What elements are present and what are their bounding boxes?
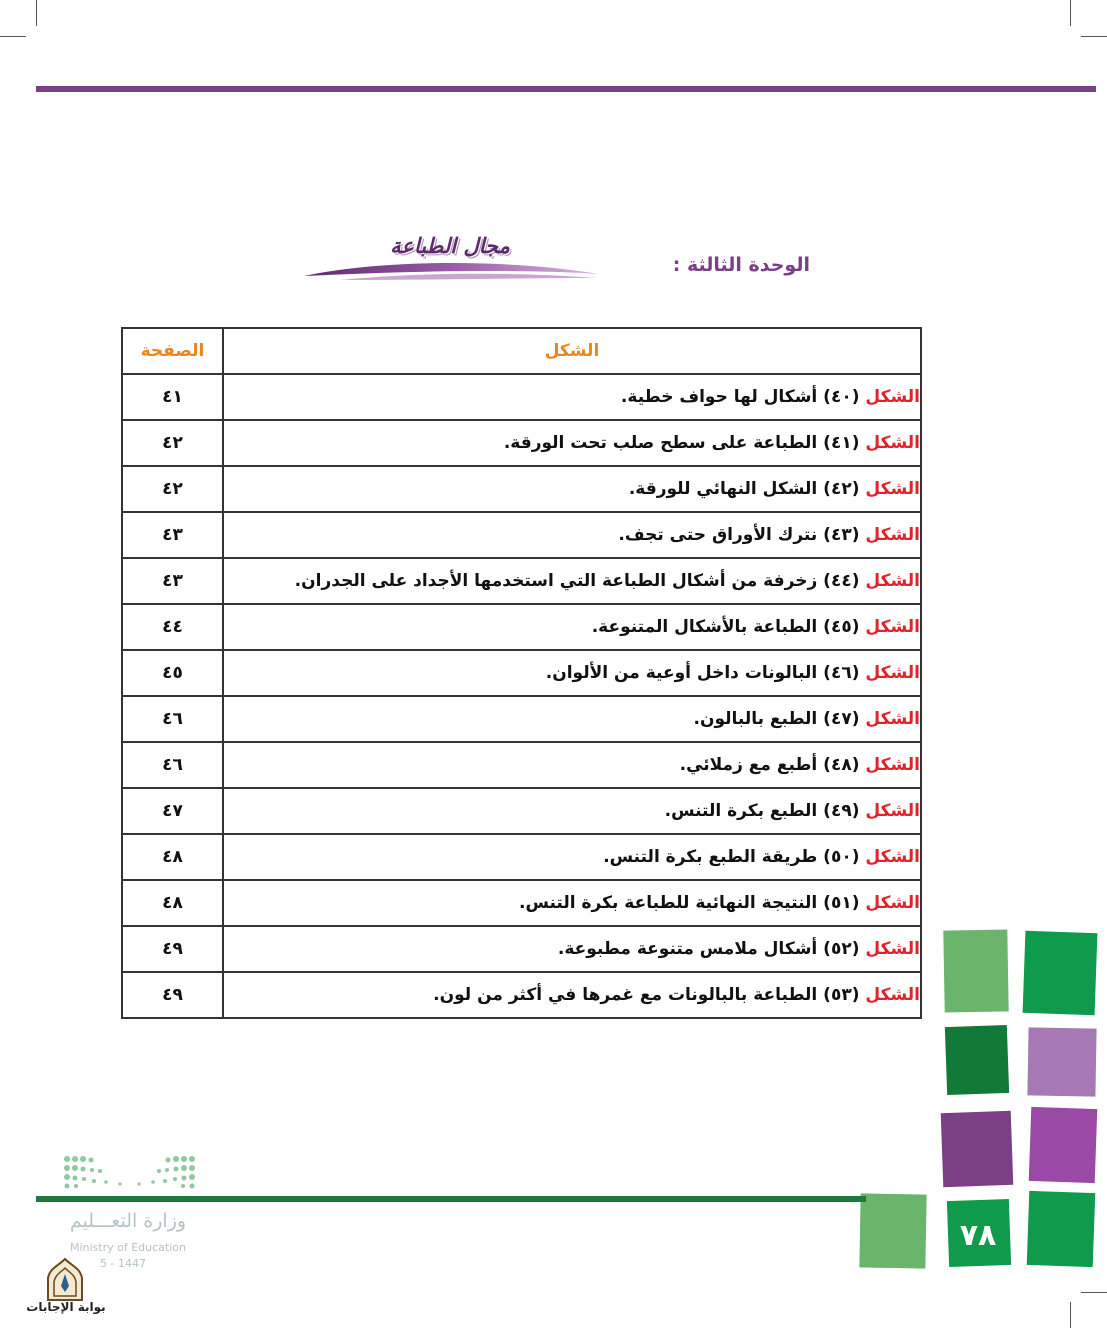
figure-caption: طريقة الطبع بكرة التنس. [603, 847, 818, 867]
table-row [122, 926, 921, 972]
figure-page: ٤٣ [122, 558, 223, 604]
figure-number: (٤٠) [823, 387, 860, 407]
table-row [122, 972, 921, 1018]
page-number: ٧٨ [959, 1218, 997, 1253]
figure-caption: النتيجة النهائية للطباعة بكرة التنس. [519, 893, 818, 913]
figure-number: (٤٥) [823, 617, 860, 637]
decor-square [859, 1193, 926, 1268]
table-row [122, 512, 921, 558]
figure-label: الشكل [865, 433, 920, 453]
figure-entry [223, 834, 921, 880]
crop-mark [0, 36, 26, 37]
figure-page: ٤٧ [122, 788, 223, 834]
figure-page: ٤٨ [122, 880, 223, 926]
figure-caption: الطباعة على سطح صلب تحت الورقة. [503, 433, 818, 453]
figure-page: ٤٥ [122, 650, 223, 696]
figure-caption: الطباعة بالبالونات مع غمرها في أكثر من لون. [433, 985, 818, 1005]
table-row [122, 834, 921, 880]
decor-square [1027, 1191, 1096, 1267]
figure-caption: نترك الأوراق حتى تجف. [618, 525, 818, 545]
table-row [122, 466, 921, 512]
crop-mark [1081, 1292, 1107, 1293]
figure-label: الشكل [865, 387, 920, 407]
decor-square [1023, 931, 1098, 1015]
table-row [122, 604, 921, 650]
decor-square [945, 1025, 1009, 1095]
decor-square [943, 929, 1008, 1012]
unit-title: الوحدة الثالثة : [672, 254, 810, 276]
figure-label: الشكل [865, 893, 920, 913]
figure-label: الشكل [865, 985, 920, 1005]
figure-page: ٤٩ [122, 926, 223, 972]
figure-entry [223, 512, 921, 558]
top-rule [36, 86, 1096, 92]
figure-entry [223, 696, 921, 742]
figure-caption: أطبع مع زملائي. [679, 755, 818, 775]
figure-entry [223, 880, 921, 926]
figure-number: (٤٤) [823, 571, 860, 591]
figure-page: ٤٤ [122, 604, 223, 650]
figure-caption: الشكل النهائي للورقة. [628, 479, 818, 499]
figure-number: (٤٣) [823, 525, 860, 545]
ministry-year: 5 - 1447 [100, 1257, 146, 1270]
figure-page: ٤٨ [122, 834, 223, 880]
figure-label: الشكل [865, 571, 920, 591]
header-page: الصفحة [122, 328, 223, 374]
domain-title: مجال الطباعة [390, 234, 510, 258]
figure-page: ٤٣ [122, 512, 223, 558]
figure-page: ٤٦ [122, 696, 223, 742]
figure-number: (٥٢) [823, 939, 860, 959]
figure-label: الشكل [865, 847, 920, 867]
figure-page: ٤٩ [122, 972, 223, 1018]
figure-page: ٤٦ [122, 742, 223, 788]
table-header-row [122, 328, 921, 374]
table-row [122, 788, 921, 834]
table-row [122, 742, 921, 788]
figure-label: الشكل [865, 801, 920, 821]
figure-number: (٤٩) [823, 801, 860, 821]
crop-mark [36, 0, 37, 26]
figure-entry [223, 788, 921, 834]
figure-entry [223, 650, 921, 696]
figure-number: (٤٢) [823, 479, 860, 499]
figure-label: الشكل [865, 709, 920, 729]
figure-entry [223, 558, 921, 604]
figure-entry [223, 742, 921, 788]
decor-square [941, 1111, 1014, 1187]
figure-label: الشكل [865, 617, 920, 637]
figure-entry [223, 420, 921, 466]
figure-label: الشكل [865, 939, 920, 959]
figure-entry [223, 466, 921, 512]
figure-number: (٤٨) [823, 755, 860, 775]
crop-mark [1081, 36, 1107, 37]
table-row [122, 374, 921, 420]
figure-label: الشكل [865, 663, 920, 683]
figure-number: (٥١) [823, 893, 860, 913]
figure-caption: الطباعة بالأشكال المتنوعة. [591, 617, 818, 637]
figure-page: ٤٢ [122, 466, 223, 512]
decor-square [1027, 1027, 1096, 1096]
figure-caption: الطبع بكرة التنس. [664, 801, 818, 821]
crop-mark [1070, 1302, 1071, 1328]
figure-caption: أشكال ملامس متنوعة مطبوعة. [557, 939, 818, 959]
figure-number: (٥٠) [823, 847, 860, 867]
figure-page: ٤١ [122, 374, 223, 420]
ministry-logo-icon [62, 1154, 198, 1190]
table-row [122, 696, 921, 742]
table-row [122, 880, 921, 926]
site-logo-icon [42, 1256, 88, 1302]
figure-entry [223, 926, 921, 972]
figure-number: (٤١) [823, 433, 860, 453]
table-row [122, 650, 921, 696]
header-shape: الشكل [223, 328, 921, 374]
figure-entry [223, 374, 921, 420]
figure-entry [223, 972, 921, 1018]
crop-mark [1070, 0, 1071, 26]
domain-banner [300, 228, 605, 292]
ministry-name-ar: وزارة التعـــليم [69, 1210, 187, 1232]
figure-entry [223, 604, 921, 650]
figure-caption: زخرفة من أشكال الطباعة التي استخدمها الأجداد على الجدران. [294, 571, 818, 591]
figure-number: (٤٦) [823, 663, 860, 683]
figure-caption: أشكال لها حواف خطية. [620, 387, 818, 407]
figure-label: الشكل [865, 479, 920, 499]
table-row [122, 420, 921, 466]
figure-caption: البالونات داخل أوعية من الألوان. [545, 663, 818, 683]
figure-label: الشكل [865, 755, 920, 775]
bottom-rule [36, 1196, 866, 1202]
figures-table [121, 327, 922, 1019]
figure-page: ٤٢ [122, 420, 223, 466]
table-row [122, 558, 921, 604]
decor-square [1029, 1107, 1098, 1183]
figure-number: (٤٧) [823, 709, 860, 729]
figure-number: (٥٣) [823, 985, 860, 1005]
ministry-name-en: Ministry of Education [69, 1241, 186, 1254]
figure-caption: الطبع بالبالون. [693, 709, 818, 729]
site-name: بوابة الإجابات [26, 1300, 106, 1314]
figure-label: الشكل [865, 525, 920, 545]
